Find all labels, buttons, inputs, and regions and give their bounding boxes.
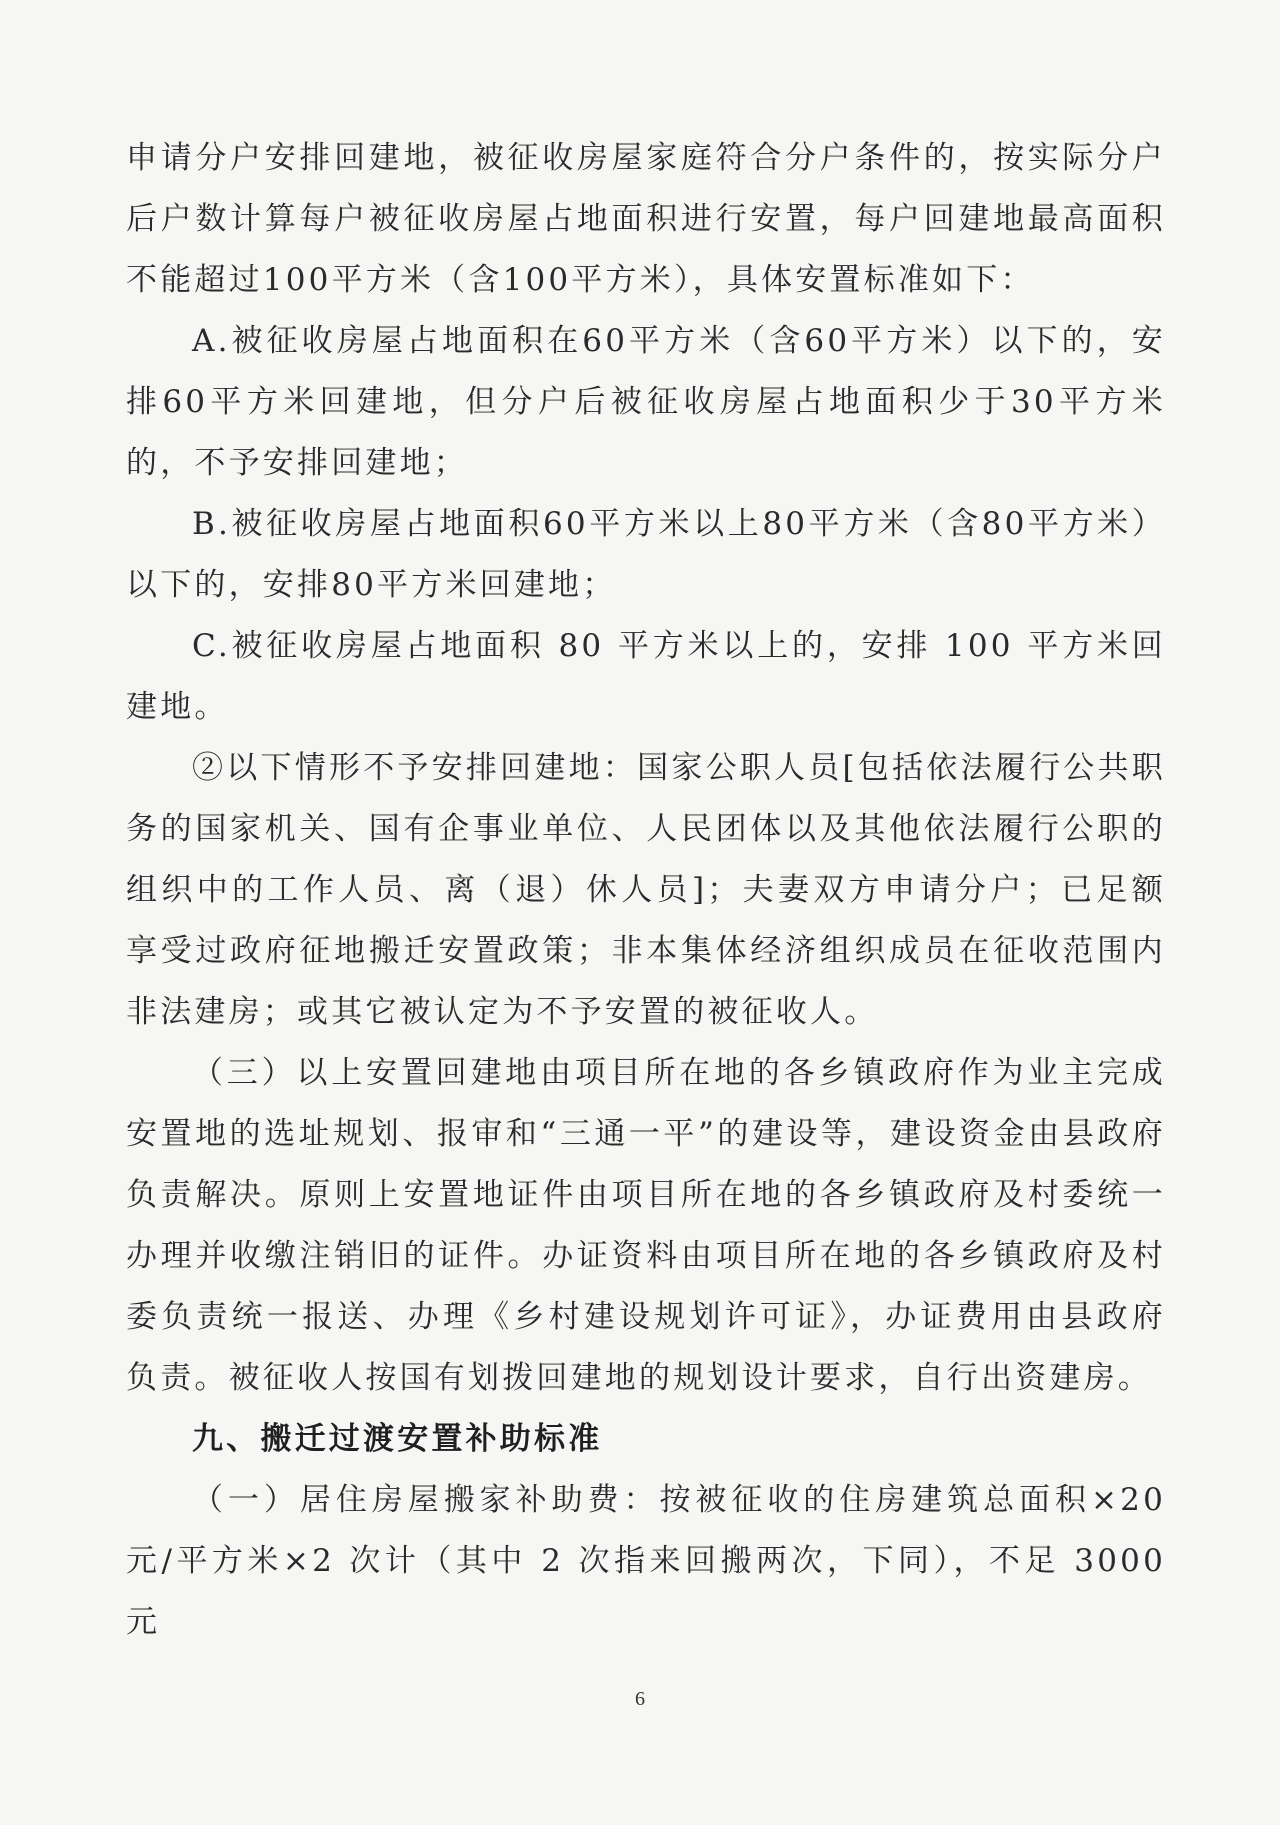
paragraph-standard-c: C.被征收房屋占地面积 80 平方米以上的，安排 100 平方米回建地。 (126, 628, 1166, 725)
paragraph-moving-subsidy: （一）居住房屋搬家补助费：按被征收的住房建筑总面积×20元/平方米×2 次计（其中 2 次指来回搬两次，下同），不足 3000 元 (126, 1482, 1166, 1640)
document-body (126, 128, 1166, 1653)
paragraph-exclusions: ②以下情形不予安排回建地：国家公职人员[包括依法履行公共职务的国家机关、国有企事业单位、人民团体以及其他依法履行公职的组织中的工作人员、离（退）休人员]；夫妻双方申请分户；已足额享受过政府征地搬迁安置政策；非本集体经济组织成员在征收范围内非法建房；或其它被认定为不予安置的被征收人。 (126, 750, 1166, 1030)
section-heading-nine: 九、搬迁过渡安置补助标准 (192, 1421, 603, 1457)
paragraph-section-three: （三）以上安置回建地由项目所在地的各乡镇政府作为业主完成安置地的选址规划、报审和“三通一平”的建设等，建设资金由县政府负责解决。原则上安置地证件由项目所在地的各乡镇政府及村委统一办理并收缴注销旧的证件。办证资料由项目所在地的各乡镇政府及村委负责统一报送、办理《乡村建设规划许可证》，办证费用由县政府负责。被征收人按国有划拨回建地的规划设计要求，自行出资建房。 (126, 1055, 1166, 1396)
paragraph-household-split: 申请分户安排回建地，被征收房屋家庭符合分户条件的，按实际分户后户数计算每户被征收房屋占地面积进行安置，每户回建地最高面积不能超过100平方米（含100平方米），具体安置标准如下： (126, 140, 1166, 298)
page-number: 6 (635, 1688, 645, 1710)
paragraph-standard-a: A.被征收房屋占地面积在60平方米（含60平方米）以下的，安排60平方米回建地，但分户后被征收房屋占地面积少于30平方米的，不予安排回建地； (126, 323, 1166, 481)
paragraph-standard-b: B.被征收房屋占地面积60平方米以上80平方米（含80平方米）以下的，安排80平方米回建地； (126, 506, 1166, 603)
